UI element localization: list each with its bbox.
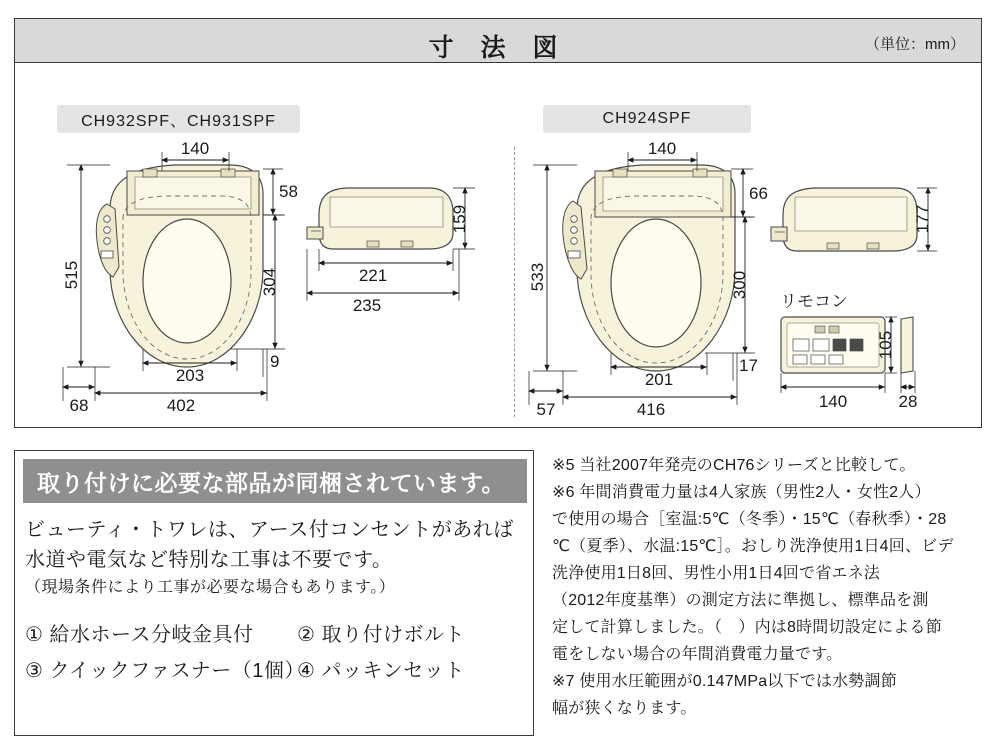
footnote-line-7: 定して計算しました。（ ）内は8時間切設定による節 [552,619,942,636]
dim-left-total-width: 402 [166,396,196,415]
dimension-drawings [15,19,983,429]
included-parts-heading [23,459,527,503]
dim-right-total-height: 533 [528,262,547,292]
remote-label: リモコン [780,292,848,311]
dim-right-seat-depth: 300 [730,270,749,300]
right-model-sideview [771,188,937,251]
dim-left-side-height: 159 [450,204,469,234]
footnote-line-6: （2012年度基準）の測定方法に準拠し、標準品を測 [552,592,929,609]
dim-left-side-depth-upper: 221 [358,266,388,285]
model-label-right: CH924SPF [543,105,751,133]
model-label-left: CH932SPF、CH931SPF [57,105,300,133]
parts-body-line-2: 水道や電気など特別な工事は不要です。 [25,549,393,571]
dim-left-left-offset: 68 [69,396,89,415]
included-parts-heading-text: 取り付けに必要な部品が同梱されています。 [37,469,506,496]
left-model-sideview [307,188,475,315]
dim-right-right-offset: 17 [739,356,758,375]
dim-left-total-height: 515 [62,260,81,290]
dim-remote-height: 105 [876,330,895,360]
footnote-line-10: 幅が狭くなります。 [552,700,697,717]
dim-right-top-width: 140 [647,139,677,158]
dim-left-top-height: 58 [279,182,298,201]
parts-item-list [25,617,525,689]
parts-item-1: ① 給水ホース分岐金具付 [25,624,254,646]
footnote-line-5: 洗浄使用1日8回、男性小用1日4回で省エネ法 [552,565,880,582]
dimension-panel [14,18,982,428]
footnote-line-4: ℃（夏季）、水温:15℃］。おしり洗浄使用1日4回、ビデ [552,538,954,555]
left-model-topview [62,139,298,415]
parts-item-3: ③ クイックファスナー（1個） [25,660,305,682]
dim-right-inner-width: 201 [644,370,674,389]
dim-remote-depth: 28 [898,392,918,411]
footnote-line-1: ※5 当社2007年発売のCH76シリーズと比較して。 [552,457,916,474]
parts-body-note: （現場条件により工事が必要な場合もあります。） [25,579,396,596]
footnote-line-8: 電をしない場合の年間消費電力量です。 [552,646,843,663]
dim-left-right-offset: 9 [270,352,280,371]
dim-right-total-width: 416 [636,400,666,419]
remote-control-drawing [780,292,917,411]
footnote-line-3: で使用の場合［室温:5℃（冬季）・15℃（春秋季）・28 [552,511,947,528]
footnote-line-2: ※6 年間消費電力量は4人家族（男性2人・女性2人） [552,484,931,501]
parts-body-line-1: ビューティ・トワレは、アース付コンセントがあれば [25,519,514,541]
dim-left-seat-depth: 304 [260,267,279,297]
page-title: 寸 法 図 [428,34,568,62]
right-model-topview [528,139,768,419]
included-parts-body [25,515,525,689]
dim-remote-width: 140 [818,392,848,411]
parts-item-2: ② 取り付けボルト [297,624,465,646]
dim-right-left-offset: 57 [536,400,556,419]
dim-left-top-width: 140 [180,139,210,158]
dim-right-top-height: 66 [749,184,768,203]
included-parts-box [14,450,534,736]
parts-item-4: ④ パッキンセット [297,660,465,682]
unit-note: （単位：mm） [865,36,965,53]
dim-left-inner-width: 203 [175,366,205,385]
dim-left-side-depth-lower: 235 [352,296,382,315]
footnotes [552,452,988,722]
dim-right-side-height: 177 [913,204,932,234]
footnote-line-9: ※7 使用水圧範囲が0.147MPa以下では水勢調節 [552,673,897,690]
